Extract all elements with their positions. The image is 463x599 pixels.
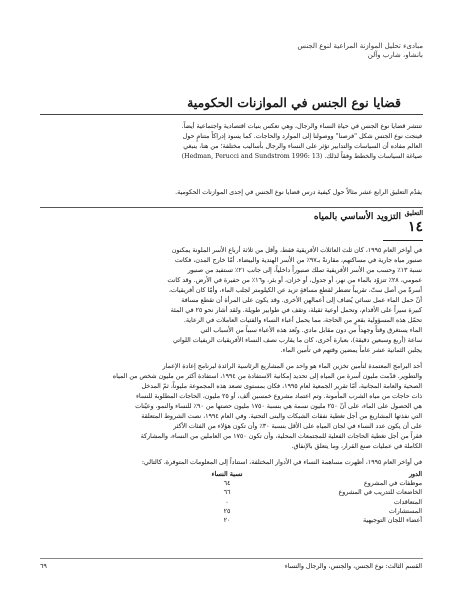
body-line: صنبور مياه جارية في مساكنهم، مقارنةً بـ٩٧٪ من الأسر الهندية والبيضاء. أمّا خارج المدن، فكانت <box>174 257 422 264</box>
program-line: الكاملة في عمليات صنع القرار، وما يتعلق بالإنفاق. <box>291 443 422 450</box>
intro-line: تنتشر قضايا نوع الجنس في حياة النساء والرجال، وهي تعكس بنيات اقتصادية واجتماعية أيضاً. <box>181 123 422 130</box>
table-cell-share: ٢٠ <box>223 517 231 525</box>
table-cell-share: ٠ <box>225 498 229 506</box>
program-line: أحد البرامج المعتمدة لتأمين تخزين الماء هو واحد من المشاريع الرئاسية الرائدة لبرنامج إعادة الإعمار <box>162 363 422 370</box>
page-number: ٦٩ <box>40 563 47 570</box>
page-title: قضايا نوع الجنس في الموازنات الحكومية <box>187 95 401 110</box>
table-cell-share: ٢٥ <box>223 507 231 515</box>
program-paragraph <box>40 362 422 452</box>
table-header-role: الدور <box>408 471 422 478</box>
case-number: ١٤ <box>407 219 423 235</box>
program-line: ذات حاجات من مياه الشرب المأمونة. وتم اعتماد مشروع خمسين ألف، أو ٢٥ مليون، الحاجات المطلوبة للنساء <box>135 393 422 400</box>
body-line: الماء يستغرق وقتاً وجهداً من دون مقابل مادي. وتُعد هذه الأعباء سبباً من الأسباب التي <box>200 327 422 334</box>
lead-paragraph: يقدّم التعليق الرابع عشر مثالاً حول كيفية درس قضايا نوع الجنس في إحدى الموازنات الحكومية. <box>175 189 422 196</box>
table-cell-share: ٦٤ <box>223 480 231 488</box>
running-head <box>297 42 423 60</box>
table-cell-role: المتعاقدات <box>393 498 422 506</box>
body-line: كبيرة سيراً على الأقدام، وتحمل أوعية ثقيلة، وتقف في طوابير طويلة. ولقد أشار نحو ٢٥ في المئة <box>170 307 422 314</box>
program-line: والتطوير. قدّمت مليون أسرة من المياه إلى تحديد إمكانية الاستفادة من ١٩٩٤، استفادة أكثر من مليون شخص من المياه <box>112 373 422 380</box>
body-line: أنّ حمل الماء عمل نسائي يُضاف إلى أعمالهن الأخرى. وقد يكون على المرأة أن تقطع مسافة <box>181 297 422 304</box>
case-label: التعليق <box>404 209 423 217</box>
table-cell-role: المستشارات <box>388 507 422 515</box>
body-line: في أواخر العام ١٩٩٥، كان ثلث العائلات الأفريقية فقط، وأقل من ثلاثة أرباع الأسر الملونة يمكنون <box>171 247 422 254</box>
title-divider <box>40 114 423 115</box>
program-line: هي الحصول على الماء، على أنّ ٢٥٠ مليون نسمة هي بنسبة ١٧٥٠ مليون حصتها من ٩٠٪ للنساء والنمو، وعيّنات <box>135 403 422 410</box>
table-header-share: نسبة النساء <box>211 471 243 478</box>
table-cell-role: أعضاء اللجان التوجيهية <box>362 517 422 525</box>
intro-line <box>40 152 422 162</box>
case-subtitle: التزويد الأساسي بالمياه <box>313 212 401 222</box>
table-cell-role: الخاضعات للتدريب في المشروع <box>338 489 422 497</box>
body-line: تحمّل هذه المسؤولية بقعرٍ من الحاجة، مما يحمل أعباء النساء والفتيات العاملات في الرعاية. <box>183 317 422 324</box>
women-participation-table <box>160 470 422 525</box>
body-paragraph <box>40 246 422 356</box>
footer-chapter-title: القسم الثالث: نوع الجنس، والجنس، والرجال والنساء <box>284 563 422 570</box>
table-header-row <box>160 470 422 479</box>
body-line: عمومي، ٢٨٪ تتزوّد بالماء من نهر، أو جدول، أو خزان، أو بئر، و١٦٪ من حفيرة في الأرض. وقد كانت <box>167 277 422 284</box>
table-cell-role: موظفات في المشروع <box>363 480 422 488</box>
body-line: يجلبن الثمانية عشر عاماً يمضين وقتهم في تأمين الماء. <box>280 347 422 354</box>
program-line: فقراً من أجل تغطية الحاجات الفعلية للمجتمعات المحلية، وأن تكون ١٧٥٠ من العاملين من النساء، والمشاركة <box>140 433 422 440</box>
program-line: التي نفذتها المشاريع من أجل تغطية نفقات الشبكات والبنى التحتية. وفي العام ١٩٩٤، نصت الشروط المتعلقة <box>141 413 422 420</box>
intro-line: العالم مفاده أن السياسات والتدابير تؤثر على النساء والرجال بأساليب مختلفة؛ من هنا، ينبغي <box>183 143 422 150</box>
section-divider <box>40 207 423 208</box>
running-head-authors: بانشاو، شارب وآلن <box>367 51 423 59</box>
body-line: أسرةٌ من أصل ستّ، تقريباً تضطر لقطع مسافةٍ تزيد عن الكيلومتر لجلب الماء، وأمّا كان أفريقيات، <box>168 287 422 294</box>
program-line: الصحية والعامة المجانية، أمّا تقرير الجمعية لعام ١٩٩٥، فكان بمستوى تصعد هذه المجموعة مليوناً، ثمّ المدخل <box>141 383 422 390</box>
table-cell-share: ٦٦ <box>223 489 231 497</box>
body-line: نسبة ١٣٪ وحسب من الأسر الأفريقية تملك صنبوراً داخلياً، إلى جانب ٢١٪ تستفيد من صنبور <box>187 267 422 274</box>
table-row <box>160 516 422 525</box>
intro-line-text: صياغة السياسات والخطط وفقاً لذلك. <box>324 153 422 160</box>
program-line: على أن يكون عدد النساء في لجان المياه على الأقل بنسبة ٣٠٪ وأن تكون هؤلاء من الفئات الأكثر <box>173 423 422 430</box>
page-footer <box>40 563 422 570</box>
running-head-book-title: مبادىء تحليل الموازنة المراعية لنوع الجنس <box>297 42 423 50</box>
case-number-underline <box>383 240 423 241</box>
table-row <box>160 498 422 507</box>
table-intro: في أواخر العام ١٩٩٥، أظهرت مساهمة النساء في الأدوار المختلفة، استناداً إلى المعلومات المتوفرة، كالتالي: <box>141 459 422 466</box>
footer-divider <box>40 558 423 559</box>
table-row <box>160 479 422 488</box>
intro-citation: (Hedman, Perucci and Sundstrom 1996: 13) <box>181 153 323 160</box>
table-row <box>160 488 422 497</box>
intro-paragraph <box>40 122 422 162</box>
intro-line: فينجت نوع الجنس شكل "فرصنا" ووصولنا إلى الموارد والحاجات. كما يسود إدراكاً متنامٍ حول <box>182 133 422 140</box>
table-row <box>160 507 422 516</box>
body-line: ساعة (أربع وسبعين دقيقة)، بعبارة أخرى، كان ما يقارب نصف النساء الأفريقيات الريفيات اللواتي <box>173 337 422 344</box>
